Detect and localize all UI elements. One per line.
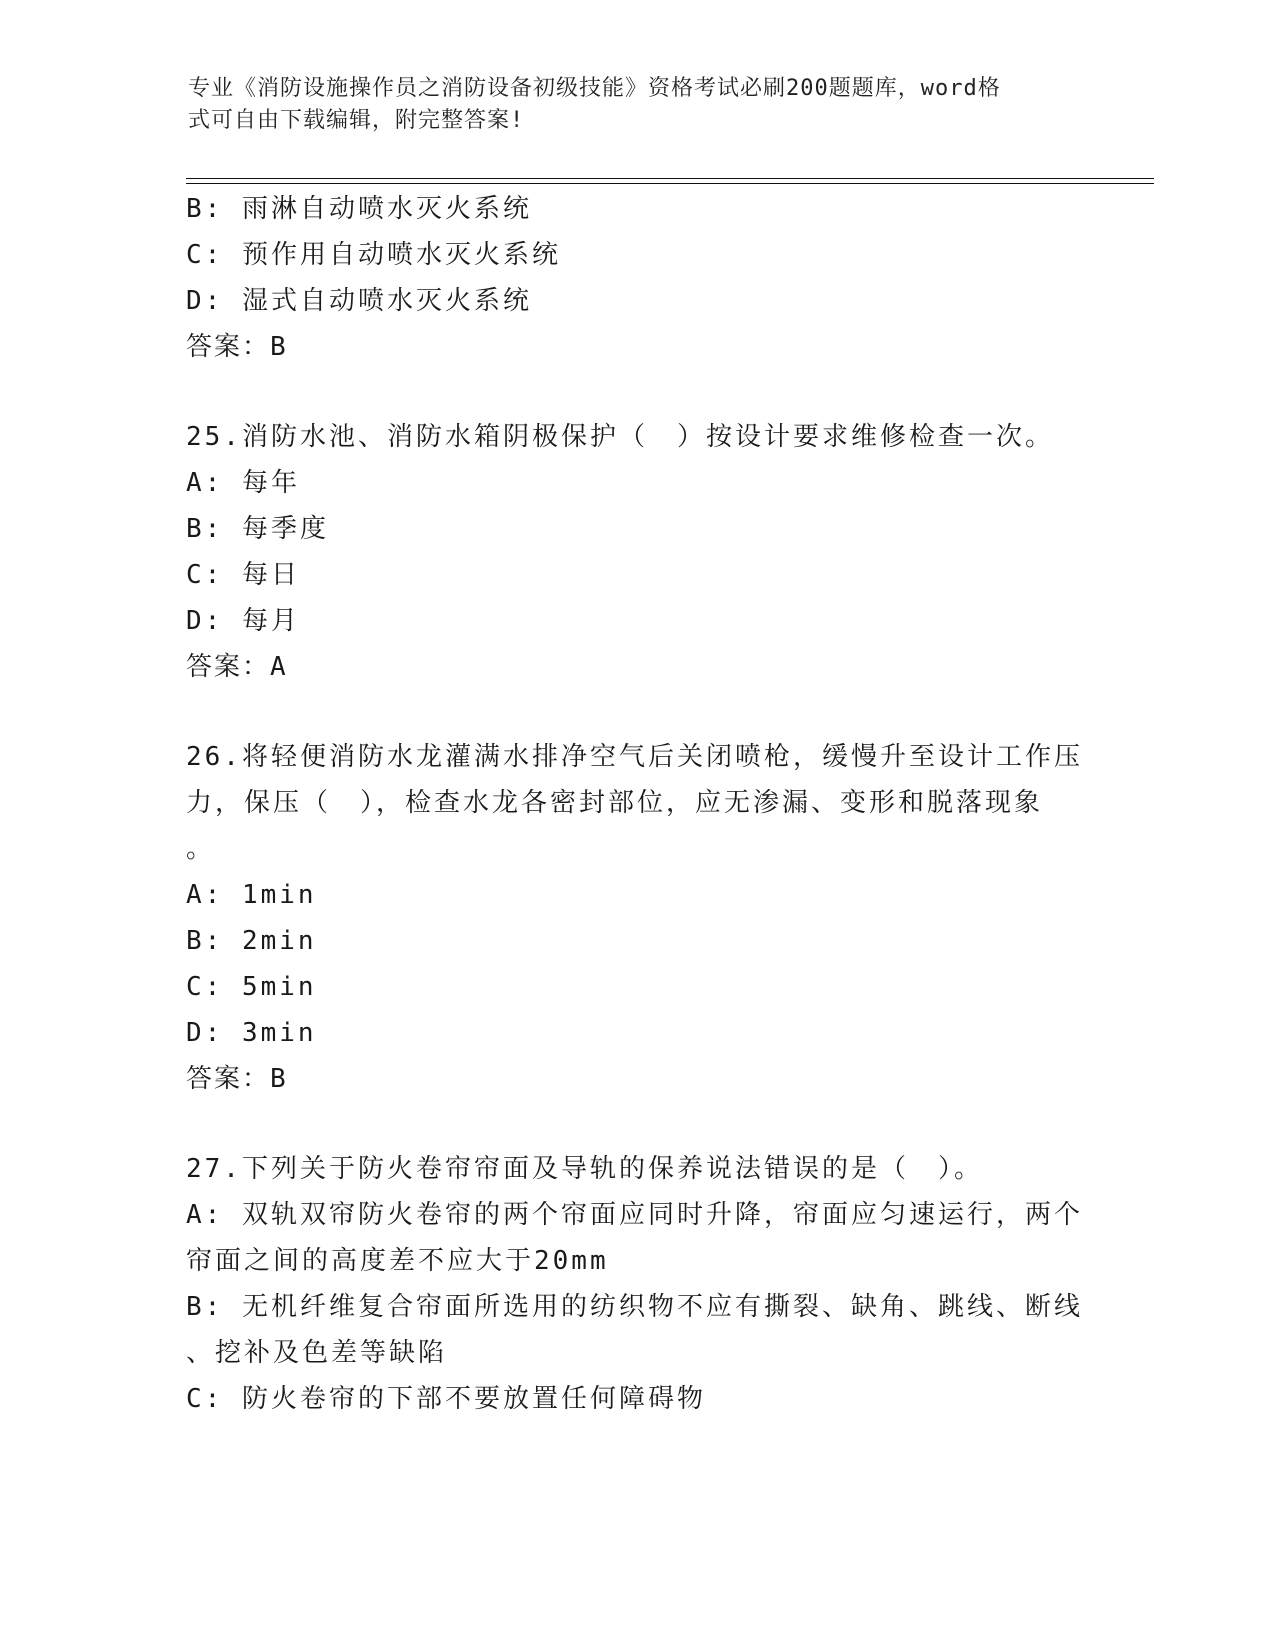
option-b-line-1: B: 无机纤维复合帘面所选用的纺织物不应有撕裂、缺角、跳线、断线: [186, 1292, 1083, 1322]
header-rule-bottom: [186, 183, 1154, 184]
question-content: [186, 186, 1086, 1422]
prev-question-block: [186, 186, 1086, 370]
option-c: C: 每日: [186, 560, 300, 590]
option-a-line-1: A: 双轨双帘防火卷帘的两个帘面应同时升降，帘面应匀速运行，两个: [186, 1200, 1083, 1230]
header-rule-top: [186, 178, 1154, 179]
question-stem-line-1: 26.将轻便消防水龙灌满水排净空气后关闭喷枪，缓慢升至设计工作压: [186, 742, 1083, 772]
option-b: B: 雨淋自动喷水灭火系统: [186, 194, 532, 224]
option-a: A: 每年: [186, 468, 300, 498]
option-c: C: 防火卷帘的下部不要放置任何障碍物: [186, 1384, 706, 1414]
option-b: B: 2min: [186, 926, 317, 956]
option-d: D: 湿式自动喷水灭火系统: [186, 286, 532, 316]
option-b: B: 每季度: [186, 514, 329, 544]
answer: 答案：B: [186, 1064, 288, 1094]
question-stem: 27.下列关于防火卷帘帘面及导轨的保养说法错误的是（ ）。: [186, 1154, 983, 1184]
question-25: [186, 414, 1086, 690]
option-a: A: 1min: [186, 880, 317, 910]
option-d: D: 3min: [186, 1018, 317, 1048]
option-a-line-2: 帘面之间的高度差不应大于20mm: [186, 1246, 609, 1276]
option-b-line-2: 、挖补及色差等缺陷: [186, 1338, 448, 1368]
question-26: [186, 734, 1086, 1102]
option-c: C: 预作用自动喷水灭火系统: [186, 240, 561, 270]
header-line-2: 式可自由下载编辑，附完整答案!: [188, 108, 525, 133]
question-stem-line-2: 力，保压（ ），检查水龙各密封部位，应无渗漏、变形和脱落现象: [186, 788, 1044, 818]
option-d: D: 每月: [186, 606, 300, 636]
question-stem-line-3: 。: [186, 834, 216, 864]
question-stem: 25.消防水池、消防水箱阴极保护（ ）按设计要求维修检查一次。: [186, 422, 1054, 452]
option-c: C: 5min: [186, 972, 317, 1002]
answer: 答案：B: [186, 332, 288, 362]
answer: 答案：A: [186, 652, 288, 682]
question-27: [186, 1146, 1086, 1422]
header-line-1: 专业《消防设施操作员之消防设备初级技能》资格考试必刷200题题库，word格: [188, 76, 1001, 101]
page-header: [188, 73, 1068, 137]
